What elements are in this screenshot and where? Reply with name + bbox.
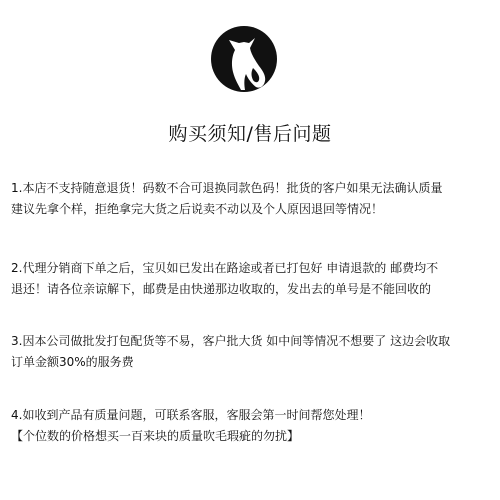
notice-3-line-1: 3.因本公司做批发打包配货等不易，客户批大货 如中间等情况不想要了 这边会收取 <box>11 334 451 348</box>
notice-3 <box>11 331 497 373</box>
black-cat-silhouette-icon <box>211 26 277 92</box>
notice-4-line-1: 4.如收到产品有质量问题，可联系客服，客服会第一时间帮您处理！ <box>11 408 371 422</box>
brand-logo <box>211 26 277 92</box>
notice-3-line-2: 订单金额30%的服务费 <box>11 355 134 369</box>
notice-1-line-2: 建议先拿个样，拒绝拿完大货之后说卖不动以及个人原因退回等情况！ <box>11 202 384 216</box>
notice-4 <box>11 405 497 447</box>
notice-4-line-2: 【个位数的价格想买一百来块的质量吹毛瑕疵的勿扰】 <box>11 429 300 443</box>
notice-1 <box>11 178 497 220</box>
notice-1-line-1: 1.本店不支持随意退货！码数不合可退换同款色码！批货的客户如果无法确认质量 <box>11 181 443 195</box>
notice-2 <box>11 258 497 300</box>
page-title: 购买须知/售后问题 <box>168 123 332 145</box>
notice-2-line-2: 退还！请各位亲谅解下，邮费是由快递那边收取的，发出去的单号是不能回收的 <box>11 282 432 296</box>
notice-2-line-1: 2.代理分销商下单之后，宝贝如已发出在路途或者已打包好 申请退款的 邮费均不 <box>11 261 439 275</box>
